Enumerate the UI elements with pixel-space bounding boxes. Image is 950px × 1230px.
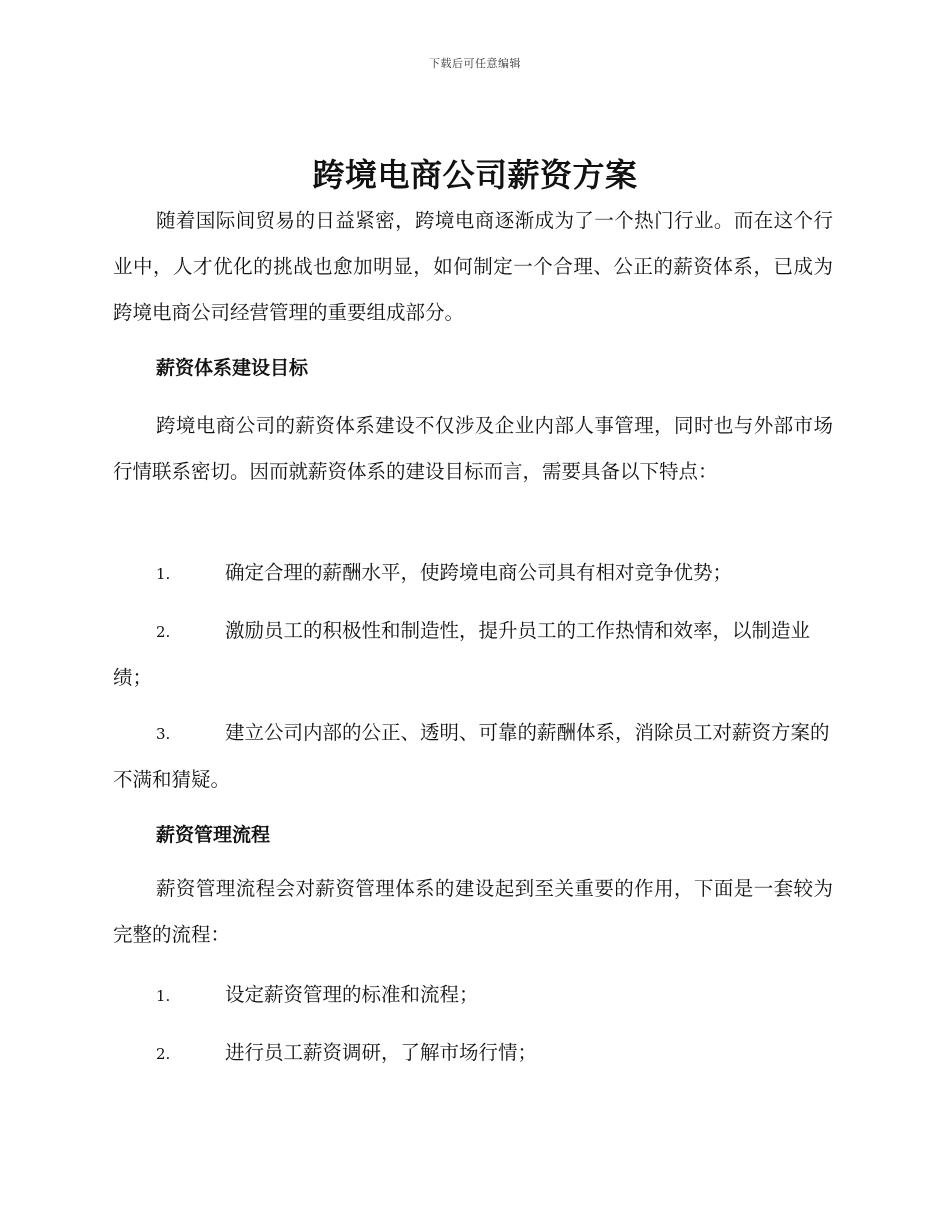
list-text: 进行员工薪资调研，了解市场行情； <box>225 1041 538 1064</box>
list-number: 3. <box>156 725 171 743</box>
list-item <box>113 710 833 803</box>
list-item <box>113 972 833 1019</box>
list-number: 1. <box>156 565 171 583</box>
document-title: 跨境电商公司薪资方案 <box>312 156 638 194</box>
list-number: 2. <box>156 1045 171 1063</box>
list-text: 确定合理的薪酬水平，使跨境电商公司具有相对竞争优势； <box>225 561 733 584</box>
section-body-salary-goals: 跨境电商公司的薪资体系建设不仅涉及企业内部人事管理，同时也与外部市场行情联系密切。因而就薪资体系的建设目标而言，需要具备以下特点： <box>113 414 833 483</box>
list-number: 2. <box>156 623 171 641</box>
page-header-note: 下载后可任意编辑 <box>429 57 521 70</box>
list-item <box>113 1030 833 1077</box>
intro-paragraph: 随着国际间贸易的日益紧密，跨境电商逐渐成为了一个热门行业。而在这个行业中，人才优化的挑战也愈加明显，如何制定一个合理、公正的薪资体系，已成为跨境电商公司经营管理的重要组成部分。 <box>113 209 833 324</box>
list-text: 激励员工的积极性和制造性，提升员工的工作热情和效率，以制造业绩； <box>113 619 811 689</box>
section-heading-salary-goals: 薪资体系建设目标 <box>156 357 309 379</box>
section-body-salary-process: 薪资管理流程会对薪资管理体系的建设起到至关重要的作用，下面是一套较为完整的流程： <box>113 877 833 946</box>
list-number: 1. <box>156 987 171 1005</box>
list-item <box>113 608 833 701</box>
list-item <box>113 550 833 597</box>
list-text: 建立公司内部的公正、透明、可靠的薪酬体系，消除员工对薪资方案的不满和猜疑。 <box>113 721 830 791</box>
list-text: 设定薪资管理的标准和流程； <box>225 983 479 1006</box>
section-heading-salary-process: 薪资管理流程 <box>156 824 271 846</box>
